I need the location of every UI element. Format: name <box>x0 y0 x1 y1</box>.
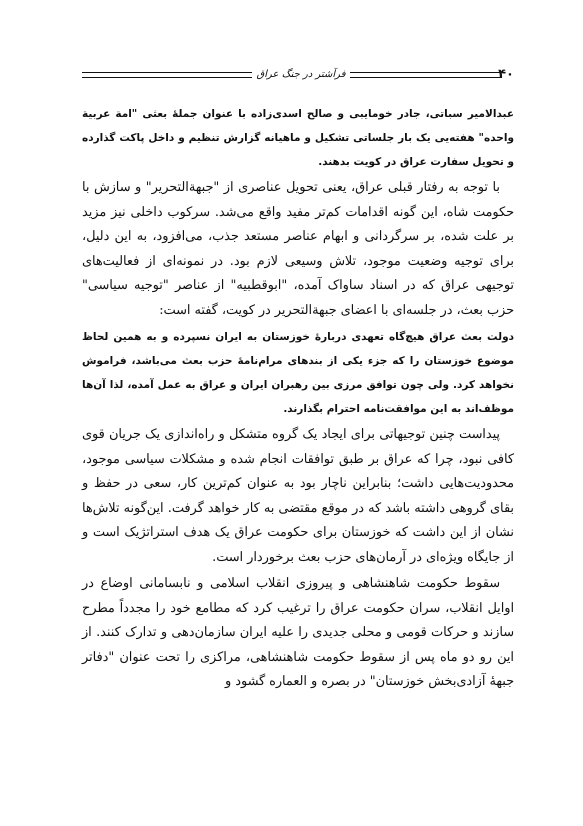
header-rule-right <box>350 72 500 78</box>
paragraph-2: پیداست چنین توجیهاتی برای ایجاد یک گروه متشکل و راه‌اندازی یک جریان قوی کافی نبود، چرا که عراق بر طبق توافقات انجام شده و مشکلات سیاسی موجود، محدودیت‌هایی داشت؛ بنابراین ناچار بود به عنوان کم‌ترین کار، سعی در حفظ و بقای گروهی داشته باشد که در موقع مقتضی به کار خواهد گرفت. این‌گونه تلاش‌ها نشان از این داشت که خوزستان برای حکومت عراق یک هدف استراتژیک است و از جایگاه ویژه‌ای در آرمان‌های حزب بعث برخوردار است. <box>82 427 514 565</box>
page-header <box>82 66 514 88</box>
paragraph-3: سقوط حکومت شاهنشاهی و پیروزی انقلاب اسلامی و نابسامانی اوضاع در اوایل انقلاب، سران حکومت عراق را ترغیب کرد که مطامع خود را مجدداً مطرح سازند و حرکات قومی و محلی جدیدی را علیه ایران سازمان‌دهی و تدارک کنند. از این رو دو ماه پس از سقوط حکومت شاهنشاهی، مراکزی را تحت عنوان "دفاتر جبههٔ آزادی‌بخش خوزستان" در بصره و العماره گشود و <box>82 576 514 689</box>
quote-block-2: دولت بعث عراق هیچ‌گاه تعهدی دربارهٔ خوزستان به ایران نسپرده و به همین لحاظ موضوع خوزستان را که جزء یکی از بندهای مرام‌نامهٔ حزب بعث می‌باشد، فراموش نخواهد کرد. ولی چون توافق مرزی بین رهبران ایران و عراق به عمل آمده، لذا آن‌ها موظف‌اند به این موافقت‌نامه احترام بگذارند. <box>82 331 514 415</box>
header-rule-left <box>82 72 252 78</box>
paragraph-1: با توجه به رفتار قبلی عراق، یعنی تحویل عناصری از "جبهةالتحریر" و سازش با حکومت شاه، این گونه اقدامات کم‌تر مفید واقع می‌شد. سرکوب داخلی نیز مزید بر علت شده، بر سرگردانی و ابهام عناصر مستعد جذب، می‌افزود، به این دلیل، برای توجیه وضعیت موجود، تلاش وسیعی لازم بود. در نمونه‌ای از فعالیت‌های توجیهی عراق که در اسناد ساواک آمده، "ابوقطبیه" از عناصر "توجیه سیاسی" حزب بعث، در جلسه‌ای با اعضای جبهةالتحریر در کویت، گفته است: <box>82 180 514 318</box>
running-title: فرآشتر در جنگ عراق <box>256 69 346 80</box>
page-body <box>82 102 514 695</box>
quote-block-1: عبدالامیر سباتی، جادر خومایبی و صالح اسدی‌زاده با عنوان جملهٔ بعثی "امة عربیة واحده" هفته‌یی یک بار جلساتی تشکیل و ماهیانه گزارش تنظیم و داخل پاکت گذارده و تحویل سفارت عراق در کویت بدهند. <box>82 108 514 168</box>
page-number: ۴۰ <box>498 67 514 82</box>
